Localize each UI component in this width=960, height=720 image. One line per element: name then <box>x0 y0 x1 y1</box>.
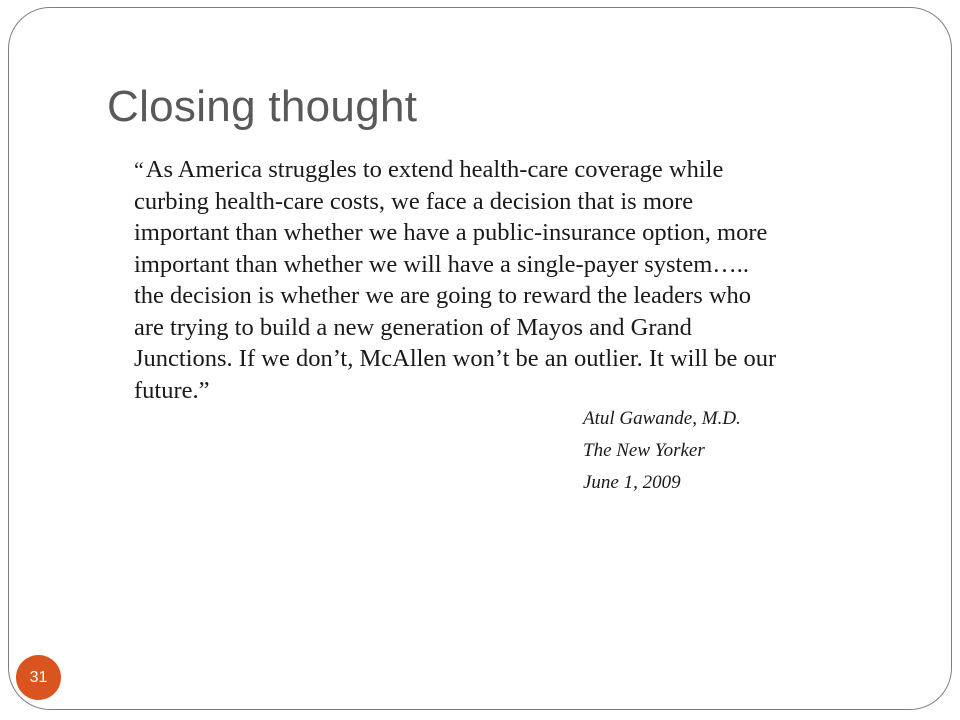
quote-body <box>134 154 924 406</box>
open-quote-mark: “ <box>134 157 144 182</box>
quote-line: important than whether we have a public-insurance option, more <box>134 219 768 246</box>
attribution-publication: The New Yorker <box>583 440 705 461</box>
quote-line-text: As America struggles to extend health-care coverage while <box>145 156 724 183</box>
quote-line: curbing health-care costs, we face a decision that is more <box>134 187 694 215</box>
quote-line <box>134 154 924 186</box>
quote-line: are trying to build a new generation of Mayos and Grand <box>134 313 692 341</box>
attribution-author: Atul Gawande, M.D. <box>583 408 741 429</box>
quote-line: future.” <box>134 376 210 404</box>
slide-number-badge: 31 <box>16 655 61 700</box>
slide-title: Closing thought <box>107 82 418 131</box>
attribution-date: June 1, 2009 <box>583 472 681 493</box>
quote-line: important than whether we will have a single-payer system….. <box>134 250 750 278</box>
quote-line: Junctions. If we don’t, McAllen won’t be an outlier. It will be our <box>134 345 777 372</box>
quote-line: the decision is whether we are going to reward the leaders who <box>134 282 752 309</box>
